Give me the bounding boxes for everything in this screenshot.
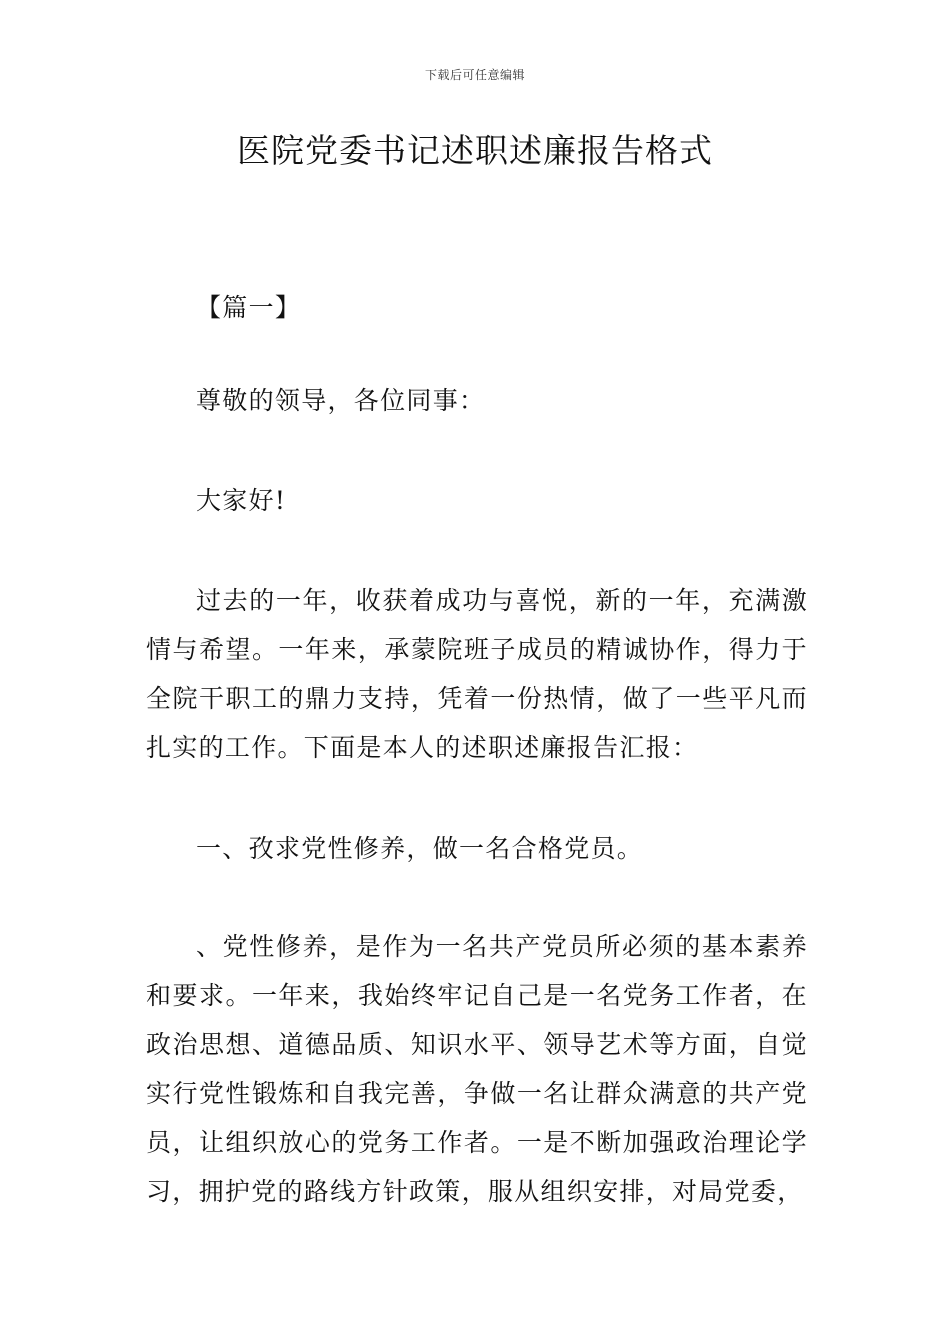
salutation-text: 尊敬的领导，各位同事： — [196, 386, 486, 415]
greeting-text: 大家好! — [196, 486, 287, 515]
paragraph-intro — [146, 576, 808, 772]
header-note: 下载后可任意编辑 — [424, 68, 525, 82]
paragraph-intro-text: 过去的一年，收获着成功与喜悦，新的一年，充满激情与希望。一年来，承蒙院班子成员的精诚协作，得力于全院干职工的鼎力支持，凭着一份热情，做了一些平凡而扎实的工作。下面是本人的述职述廉报告汇报： — [146, 586, 808, 762]
section-label — [146, 283, 808, 332]
paragraph-party-spirit — [146, 922, 808, 1216]
heading-one — [146, 824, 808, 873]
section-label-text: 【篇一】 — [196, 293, 302, 322]
paragraph-party-spirit-text: 、党性修养，是作为一名共产党员所必须的基本素养和要求。一年来，我始终牢记自己是一名党务工作者，在政治思想、道德品质、知识水平、领导艺术等方面，自觉实行党性锻炼和自我完善，争做一名让群众满意的共产党员，让组织放心的党务工作者。一是不断加强政治理论学习，拥护党的路线方针政策，服从组织安排，对局党委， — [146, 932, 808, 1206]
heading-one-text: 一、孜求党性修养，做一名合格党员。 — [196, 834, 644, 863]
salutation — [146, 376, 808, 425]
page-title: 医院党委书记述职述廉报告格式 — [237, 131, 713, 170]
greeting — [146, 476, 808, 525]
